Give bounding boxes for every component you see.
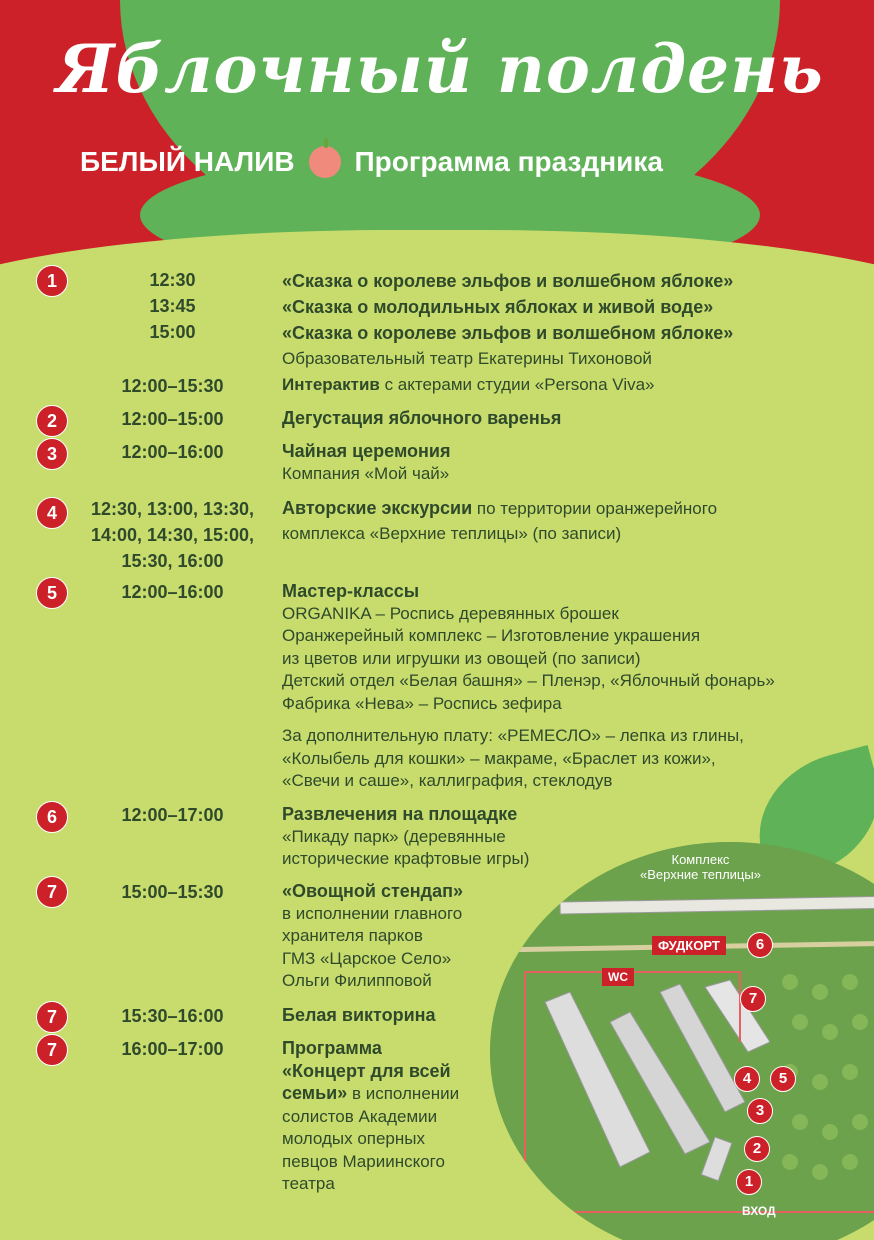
item-2-time: 12:00–15:00 xyxy=(121,409,224,429)
wc-label: WC xyxy=(602,968,634,986)
map-complex-label: Комплекс «Верхние теплицы» xyxy=(640,852,761,882)
subtitle-right: Программа праздника xyxy=(354,146,663,177)
map-marker-5: 5 xyxy=(770,1066,796,1092)
location-badge-7b: 7 xyxy=(36,1001,68,1033)
item-7c-time: 16:00–17:00 xyxy=(121,1039,224,1059)
map-marker-6: 6 xyxy=(747,932,773,958)
item-interactive-time: 12:00–15:30 xyxy=(121,376,224,396)
item-7a-time: 15:00–15:30 xyxy=(121,882,224,902)
item-3-time: 12:00–16:00 xyxy=(121,442,224,462)
item-6: Развлечения на площадке «Пикаду парк» (деревянные исторические крафтовые игры) xyxy=(282,804,530,868)
map-marker-3: 3 xyxy=(747,1098,773,1124)
item-5-time: 12:00–16:00 xyxy=(121,582,224,602)
location-badge-7c: 7 xyxy=(36,1034,68,1066)
item-7c: Программа «Концерт для всей семьи» в исполнении солистов Академии молодых оперных певцов Мариинского театра xyxy=(282,1038,460,1193)
item-6-time: 12:00–17:00 xyxy=(121,805,224,825)
poster-title: Яблочный полдень xyxy=(56,30,824,108)
entrance-label: ВХОД xyxy=(742,1204,776,1218)
item-1-events: «Сказка о королеве эльфов и волшебном яблоке» «Сказка о молодильных яблоках и живой воде» «Сказка о королеве эльфов и волшебном яблоке» Образовательный театр Екатерины Тихоновой xyxy=(282,271,734,368)
location-badge-6: 6 xyxy=(36,801,68,833)
item-2-title: Дегустация яблочного варенья xyxy=(282,408,562,428)
map-marker-7: 7 xyxy=(740,986,766,1012)
map-marker-1: 1 xyxy=(736,1169,762,1195)
map-marker-4: 4 xyxy=(734,1066,760,1092)
location-badge-1: 1 xyxy=(36,265,68,297)
item-7a: «Овощной стендап» в исполнении главного хранителя парков ГМЗ «Царское Село» Ольги Филипповой xyxy=(282,881,463,990)
item-7b-time: 15:30–16:00 xyxy=(121,1006,224,1026)
location-badge-5: 5 xyxy=(36,577,68,609)
item-4-times: 12:30, 13:00, 13:30, 14:00, 14:30, 15:00, 15:30, 16:00 xyxy=(90,499,255,571)
location-badge-4: 4 xyxy=(36,497,68,529)
item-3: Чайная церемония Компания «Мой чай» xyxy=(282,441,451,483)
location-badge-2: 2 xyxy=(36,405,68,437)
item-interactive: Интерактив с актерами студии «Persona Viva» xyxy=(282,375,655,394)
item-4: Авторские экскурсии по территории оранжерейного комплекса «Верхние теплицы» (по записи) xyxy=(282,498,718,543)
location-badge-3: 3 xyxy=(36,438,68,470)
map-marker-2: 2 xyxy=(744,1136,770,1162)
foodcourt-label: ФУДКОРТ xyxy=(652,936,726,955)
item-5: Мастер-классы ORGANIKA – Роспись деревянных брошек Оранжерейный комплекс – Изготовление украшения из цветов или игрушки из овощей (по записи) Детский отдел «Белая башня» – Пленэр, «Яблочный фонарь» Фабрика «Нева» – Роспись зефира За дополнительную плату: «РЕМЕСЛО» – лепка из глины, «Колыбель для кошки» – макраме, «Браслет из кожи», «Свечи и саше», каллиграфия, стеклодув xyxy=(282,581,775,790)
item-7b-title: Белая викторина xyxy=(282,1005,436,1025)
item-1-times: 12:30 13:45 15:00 xyxy=(149,270,196,342)
location-badge-7a: 7 xyxy=(36,876,68,908)
subtitle-left: БЕЛЫЙ НАЛИВ xyxy=(80,146,295,177)
